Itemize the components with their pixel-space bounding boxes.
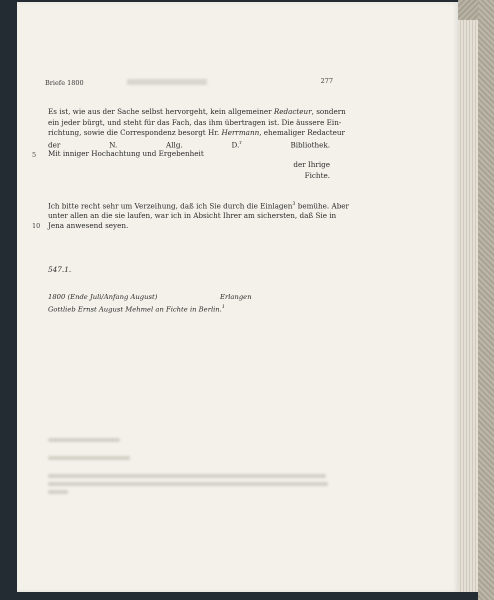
blurred-footnote-1 bbox=[48, 438, 120, 442]
text-run: , ehemaliger Redacteur bbox=[259, 128, 345, 137]
section-number: 547.1. bbox=[48, 265, 72, 274]
text-line bbox=[48, 149, 330, 159]
book-binding bbox=[478, 0, 494, 600]
blurred-footnote-3 bbox=[48, 474, 326, 478]
blurred-footnote-2 bbox=[48, 456, 130, 460]
text-run: Mit inniger Hochachtung und Ergebenheit bbox=[48, 149, 204, 158]
text-line bbox=[48, 221, 330, 231]
italic-text: Redacteur bbox=[273, 107, 312, 116]
line-number-5: 5 bbox=[32, 151, 37, 159]
line-number-10: 10 bbox=[32, 222, 41, 230]
text-run: Es ist, wie aus der Sache selbst hervorgeht, kein allgemeiner bbox=[48, 107, 274, 116]
text-line bbox=[48, 107, 346, 117]
running-head: Briefe 1800 bbox=[45, 79, 84, 87]
text-line bbox=[48, 210, 337, 221]
italic-text: Herrmann bbox=[221, 128, 260, 137]
page-edges bbox=[458, 2, 478, 592]
closing-line-1: der Ihrige bbox=[293, 160, 330, 169]
page-header bbox=[45, 77, 333, 89]
text-run: unter allen an die sie laufen, war ich in Absicht Ihrer am sichersten, daß Sie in bbox=[48, 210, 337, 220]
superscript: r bbox=[239, 140, 242, 146]
closing-signature: Fichte. bbox=[304, 171, 330, 180]
section-date-line bbox=[48, 293, 252, 301]
text-run: Bibliothek. bbox=[241, 139, 330, 149]
superscript: 3 bbox=[292, 202, 296, 207]
text-run: der N. Allg. D. bbox=[48, 139, 240, 149]
text-run: , sondern bbox=[311, 107, 346, 116]
text-run: richtung, sowie die Correspondenz besorgt Hr. bbox=[48, 128, 222, 137]
text-run: bemühe. Aber bbox=[295, 201, 349, 211]
faded-header-text bbox=[127, 79, 207, 85]
section-title: Gottlieb Ernst August Mehmel an Fichte in Berlin. bbox=[48, 305, 222, 314]
section-place: Erlangen bbox=[220, 293, 252, 301]
section-date: 1800 (Ende Juli/Anfang August) bbox=[48, 293, 158, 301]
text-line bbox=[48, 117, 342, 128]
section-title-note: 1 bbox=[221, 304, 226, 310]
text-run: ein jeder bürgt, und steht für das Fach, das ihm übertragen ist. Die äussere Ein- bbox=[48, 117, 342, 127]
text-run: Ich bitte recht sehr um Verzeihung, daß ich Sie durch die Einlagen bbox=[48, 201, 293, 211]
blurred-footnote-5 bbox=[48, 490, 68, 494]
section-title-line bbox=[48, 304, 225, 313]
text-run: Jena anwesend seyen. bbox=[48, 221, 129, 230]
page-number: 277 bbox=[320, 77, 333, 85]
text-line bbox=[48, 128, 345, 138]
blurred-footnote-4 bbox=[48, 482, 328, 486]
